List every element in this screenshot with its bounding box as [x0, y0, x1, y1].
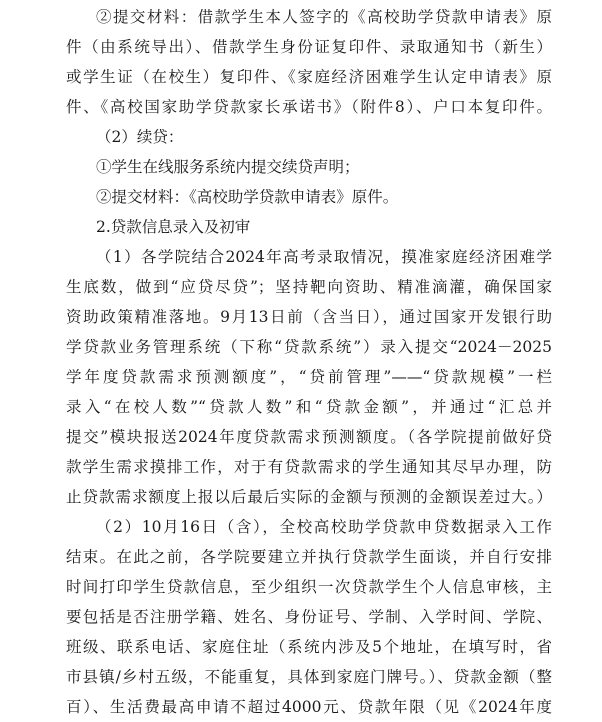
text-line: 或学生证（在校生）复印件、《家庭经济困难学生认定申请表》原: [66, 68, 552, 86]
text-line: 生底数，做到“应贷尽贷”；坚持靶向资助、精准滴灌，确保国家: [66, 278, 552, 296]
text-line: 班级、联系电话、家庭住址（系统内涉及5个地址，在填写时，省: [66, 638, 552, 656]
text-line: ②提交材料：借款学生本人签字的《高校助学贷款申请表》原: [96, 8, 552, 26]
text-line: 时间打印学生贷款信息，至少组织一次贷款学生个人信息审核，主: [66, 578, 552, 596]
text-line: 百）、生活费最高申请不超过4000元、贷款年限（见《2024年度: [66, 698, 552, 716]
text-line: 结束。在此之前，各学院要建立并执行贷款学生面谈，并自行安排: [66, 548, 552, 566]
text-line: 市县镇/乡村五级，不能重复，具体到家庭门牌号。）、贷款金额（整: [66, 668, 552, 686]
text-line: （2）10月16日（含），全校高校助学贷款申贷数据录入工作: [96, 518, 552, 536]
text-line: ①学生在线服务系统内提交续贷声明；: [96, 158, 360, 176]
text-line: （1）各学院结合2024年高考录取情况，摸准家庭经济困难学: [96, 248, 552, 266]
text-line: 件（由系统导出）、借款学生身份证复印件、录取通知书（新生）: [66, 38, 552, 56]
text-line: 件、《高校国家助学贷款家长承诺书》（附件8）、户口本复印件。: [66, 98, 552, 116]
text-line: 学贷款业务管理系统（下称“贷款系统”）录入提交“2024－2025: [66, 338, 552, 356]
text-line: 款学生需求摸排工作，对于有贷款需求的学生通知其尽早办理，防: [66, 458, 552, 476]
text-line: 学年度贷款需求预测额度”，“贷前管理”——“贷款规模”一栏: [66, 368, 552, 386]
text-line: 录入“在校人数”“贷款人数”和“贷款金额”，并通过“汇总并: [66, 398, 552, 416]
text-line: ②提交材料：《高校助学贷款申请表》原件。: [96, 188, 399, 206]
text-line: 提交”模块报送2024年度贷款需求预测额度。（各学院提前做好贷: [66, 428, 552, 446]
text-line: （2）续贷：: [96, 128, 184, 146]
text-line: 要包括是否注册学籍、姓名、身份证号、学制、入学时间、学院、: [66, 608, 552, 626]
section-heading: 2.贷款信息录入及初审: [96, 218, 251, 236]
text-line: 止贷款需求额度上报以后最后实际的金额与预测的金额误差过大。）: [66, 488, 552, 506]
text-line: 资助政策精准落地。9月13日前（含当日），通过国家开发银行助: [66, 308, 552, 326]
